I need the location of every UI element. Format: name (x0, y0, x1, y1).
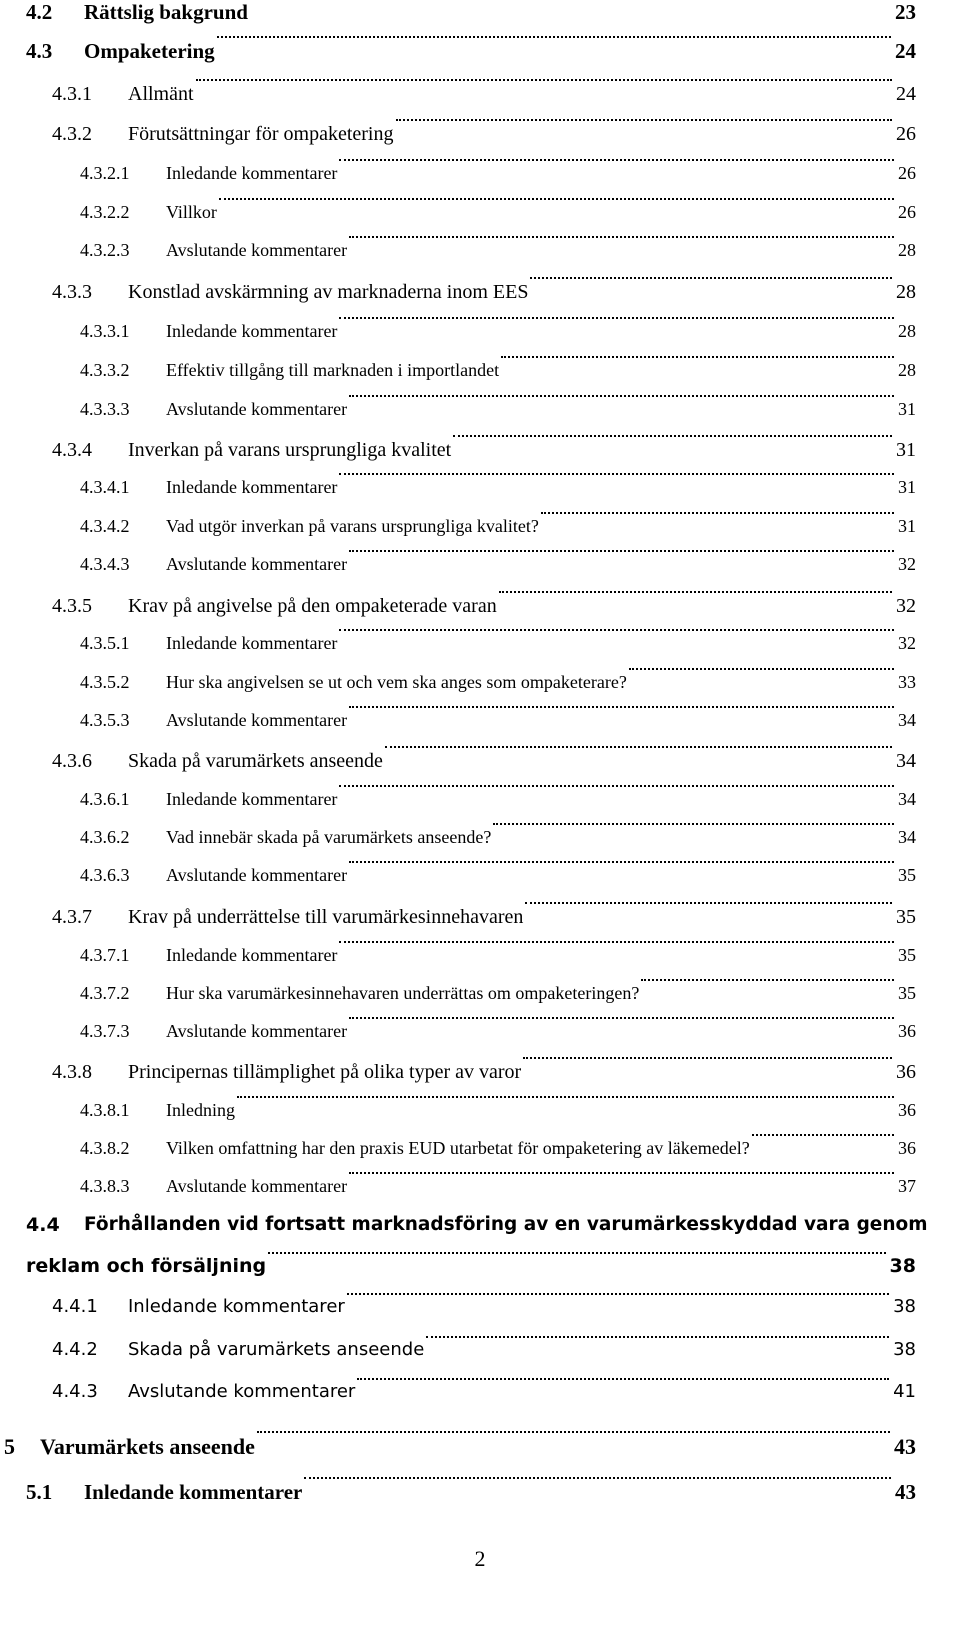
toc-page: 34 (898, 827, 916, 847)
toc-title: Avslutande kommentarer (166, 710, 348, 730)
toc-page: 31 (898, 516, 916, 536)
toc-number: 4.3.6 (52, 750, 92, 772)
toc-page: 43 (894, 1434, 916, 1459)
toc-number: 4.3.4.1 (80, 477, 130, 497)
toc-title: Rättslig bakgrund (84, 0, 248, 24)
dot-leader (339, 159, 894, 161)
toc-number: 4.3.2.3 (80, 240, 130, 260)
toc-title: Avslutande kommentarer (166, 1176, 348, 1196)
dot-leader (196, 79, 892, 81)
toc-number: 4.3.8 (52, 1061, 92, 1083)
dot-leader (349, 1017, 894, 1019)
toc-number: 4.3.5.1 (80, 633, 130, 653)
toc-number: 4.3.6.2 (80, 827, 130, 847)
toc-title: Hur ska angivelsen se ut och vem ska anges som ompaketerare? (166, 672, 627, 692)
toc-page: 38 (893, 1296, 916, 1317)
toc-page: 24 (895, 39, 916, 63)
toc-number: 4.3.7.2 (80, 983, 130, 1003)
toc-number: 4.3.3.3 (80, 399, 130, 419)
toc-title: Hur ska varumärkesinnehavaren underrättas om ompaketeringen? (166, 983, 640, 1003)
dot-leader (349, 861, 894, 863)
toc-title: Villkor (166, 202, 217, 222)
dot-leader (641, 979, 894, 981)
toc-title: Inledande kommentarer (166, 633, 338, 653)
toc-title: Varumärkets anseende (40, 1434, 255, 1459)
dot-leader (426, 1336, 889, 1338)
toc-number: 4.3.8.3 (80, 1176, 130, 1196)
dot-leader (629, 668, 894, 670)
toc-number: 4.3.7.3 (80, 1021, 130, 1041)
toc-title: Krav på angivelse på den ompaketerade varan (128, 595, 497, 617)
dot-leader (523, 1057, 892, 1059)
dot-leader (525, 902, 892, 904)
toc-page: 28 (898, 360, 916, 380)
toc-number: 4.3.3.2 (80, 360, 130, 380)
toc-title: Avslutande kommentarer (166, 399, 348, 419)
toc-title-continuation: reklam och försäljning (26, 1255, 267, 1277)
toc-title: Förutsättningar för ompaketering (128, 123, 394, 145)
toc-page: 35 (898, 945, 916, 965)
dot-leader (339, 785, 894, 787)
toc-page: 35 (898, 865, 916, 885)
dot-leader (304, 1477, 891, 1479)
toc-number: 4.3.1 (52, 83, 92, 105)
dot-leader (501, 356, 894, 358)
dot-leader (339, 473, 894, 475)
toc-page: 35 (898, 983, 916, 1003)
toc-page: 31 (898, 477, 916, 497)
dot-leader (396, 119, 893, 121)
dot-leader (219, 198, 894, 200)
toc-title: Konstlad avskärmning av marknaderna inom EES (128, 281, 529, 303)
toc-page: 32 (898, 633, 916, 653)
toc-title: Avslutande kommentarer (166, 1021, 348, 1041)
dot-leader (339, 629, 894, 631)
toc-number: 5 (4, 1434, 15, 1459)
dot-leader (349, 550, 894, 552)
dot-leader (237, 1096, 894, 1098)
toc-title: Allmänt (128, 83, 194, 105)
toc-page: 32 (898, 554, 916, 574)
toc-number: 4.3.4.2 (80, 516, 130, 536)
toc-title: Inledande kommentarer (166, 163, 338, 183)
toc-page: 23 (895, 0, 916, 24)
dot-leader (357, 1378, 889, 1380)
dot-leader (339, 941, 894, 943)
dot-leader (385, 746, 892, 748)
toc-number: 4.3.2.2 (80, 202, 130, 222)
toc-number: 5.1 (26, 1480, 53, 1504)
toc-title: Inverkan på varans ursprungliga kvalitet (128, 439, 452, 461)
toc-title: Inledande kommentarer (166, 477, 338, 497)
toc-title: Inledande kommentarer (166, 945, 338, 965)
toc-number: 4.3.2.1 (80, 163, 130, 183)
toc-page: 43 (895, 1480, 916, 1504)
toc-title: Avslutande kommentarer (166, 865, 348, 885)
toc-number: 4.3.4.3 (80, 554, 130, 574)
dot-leader (349, 395, 894, 397)
toc-title: Principernas tillämplighet på olika typer av varor (128, 1061, 522, 1083)
toc-page: 36 (898, 1021, 916, 1041)
toc-page: 38 (889, 1255, 916, 1277)
dot-leader (530, 277, 892, 279)
toc-page: 34 (898, 789, 916, 809)
toc-title: Vad innebär skada på varumärkets anseende? (166, 827, 492, 847)
toc-number: 4.3 (26, 39, 53, 63)
toc-title: Inledande kommentarer (128, 1296, 345, 1317)
toc-number: 4.3.2 (52, 123, 92, 145)
toc-page: 41 (893, 1381, 916, 1402)
toc-page: 24 (896, 83, 916, 105)
dot-leader (752, 1134, 894, 1136)
toc-number: 4.3.5 (52, 595, 92, 617)
toc-page: 36 (898, 1138, 916, 1158)
toc-page: 26 (898, 163, 916, 183)
toc-page: 28 (896, 281, 916, 303)
dot-leader (541, 512, 894, 514)
toc-number: 4.3.6.1 (80, 789, 130, 809)
toc-number: 4.2 (26, 0, 53, 24)
toc-title: Avslutande kommentarer (128, 1381, 356, 1402)
toc-title: Vilken omfattning har den praxis EUD utarbetat för ompaketering av läkemedel? (166, 1138, 750, 1158)
dot-leader (347, 1293, 889, 1295)
toc-page: 37 (898, 1176, 916, 1196)
toc-title: Skada på varumärkets anseende (128, 750, 383, 772)
toc-number: 4.4.2 (52, 1339, 98, 1360)
dot-leader (217, 36, 891, 38)
toc-page: 31 (896, 439, 916, 461)
toc-page: 34 (898, 710, 916, 730)
toc-number: 4.3.5.3 (80, 710, 130, 730)
toc-number: 4.3.6.3 (80, 865, 130, 885)
toc-page: 31 (898, 399, 916, 419)
toc-title: Avslutande kommentarer (166, 554, 348, 574)
toc-number: 4.4.3 (52, 1381, 98, 1402)
toc-number: 4.3.4 (52, 439, 92, 461)
toc-number: 4.3.3.1 (80, 321, 130, 341)
toc-page: 36 (898, 1100, 916, 1120)
toc-page: 33 (898, 672, 916, 692)
dot-leader (499, 591, 892, 593)
dot-leader (349, 236, 894, 238)
toc-page: 34 (896, 750, 916, 772)
toc-number: 4.3.7.1 (80, 945, 130, 965)
toc-page: 38 (893, 1339, 916, 1360)
toc-page: 28 (898, 321, 916, 341)
toc-number: 4.3.8.1 (80, 1100, 130, 1120)
toc-title: Skada på varumärkets anseende (128, 1339, 425, 1360)
toc-title: Inledande kommentarer (166, 789, 338, 809)
toc-number: 4.4.1 (52, 1296, 98, 1317)
toc-title: Inledande kommentarer (166, 321, 338, 341)
dot-leader (349, 706, 894, 708)
toc-number: 4.3.7 (52, 906, 92, 928)
toc-title: Inledning (166, 1100, 235, 1120)
toc-page: 26 (898, 202, 916, 222)
dot-leader (453, 435, 892, 437)
toc-number: 4.3.5.2 (80, 672, 130, 692)
toc-title: Avslutande kommentarer (166, 240, 348, 260)
toc-title: Krav på underrättelse till varumärkesinnehavaren (128, 906, 524, 928)
toc-title: Ompaketering (84, 39, 215, 63)
toc-number: 4.4 (26, 1214, 60, 1236)
dot-leader (493, 823, 894, 825)
page-number: 2 (474, 1546, 486, 1571)
toc-number: 4.3.8.2 (80, 1138, 130, 1158)
toc-number: 4.3.3 (52, 281, 92, 303)
toc-page: 35 (896, 906, 916, 928)
toc-page: 28 (898, 240, 916, 260)
dot-leader (339, 317, 894, 319)
toc-page: 26 (896, 123, 916, 145)
toc-title: Effektiv tillgång till marknaden i importlandet (166, 360, 500, 380)
dot-leader (257, 1431, 890, 1433)
toc-page: 32 (896, 595, 916, 617)
toc-title: Inledande kommentarer (84, 1480, 303, 1504)
toc-page: 36 (896, 1061, 916, 1083)
toc-title: Vad utgör inverkan på varans ursprungliga kvalitet? (166, 516, 539, 536)
dot-leader (268, 1252, 885, 1254)
toc-title: Förhållanden vid fortsatt marknadsföring av en varumärkesskyddad vara genom (84, 1214, 928, 1235)
dot-leader (349, 1172, 894, 1174)
